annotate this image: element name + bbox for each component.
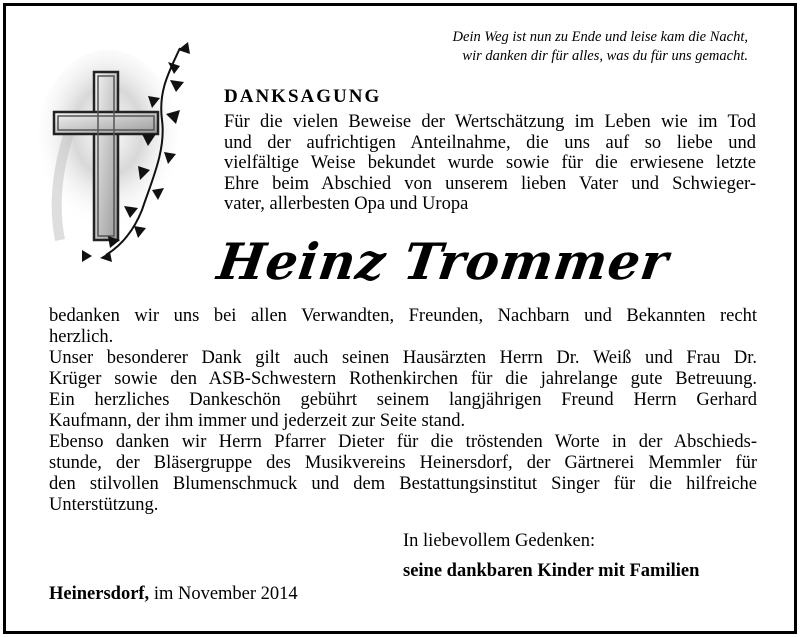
motto-line-2: wir danken dir für alles, was du für uns gemacht. — [462, 48, 748, 64]
closing-block — [403, 529, 699, 583]
intro-line: Ehre beim Abschied von unserem lieben Vater und Schwieger- — [224, 173, 756, 194]
motto-verse — [388, 28, 748, 66]
body-line: herzlich. — [49, 327, 114, 347]
intro-line: Für die vielen Beweise der Wertschätzung im Leben wie im Tod — [224, 112, 756, 132]
body-line: den stilvollen Blumenschmuck und dem Bestattungsinstitut Singer für die hilfreiche — [49, 474, 757, 494]
heading-danksagung: DANKSAGUNG — [224, 86, 382, 107]
intro-line: vater, allerbesten Opa und Uropa — [224, 194, 469, 214]
cross-ivy-icon — [30, 30, 210, 270]
place-date: im November 2014 — [153, 584, 298, 604]
obituary-card — [3, 3, 797, 634]
body-line: bedanken wir uns bei allen Verwandten, Freunden, Nachbarn und Bekannten recht — [49, 306, 757, 326]
place-town: Heinersdorf, — [49, 584, 150, 604]
body-line: Kaufmann, der ihm immer und jederzeit zur Seite stand. — [49, 411, 466, 431]
motto-line-1: Dein Weg ist nun zu Ende und leise kam die Nacht, — [452, 29, 748, 45]
body-line: stunde, der Bläsergruppe des Musikvereins Heinersdorf, der Gärtnerei Memmler für — [49, 453, 757, 473]
body-line: Ein herzliches Dankeschön gebührt seinem langjährigen Freund Herrn Gerhard — [49, 390, 757, 410]
body-line: Unser besonderer Dank gilt auch seinen Hausärzten Herrn Dr. Weiß und Frau Dr. — [49, 348, 757, 368]
closing-greeting: In liebevollem Gedenken: — [403, 531, 596, 551]
body-line: Ebenso danken wir Herrn Pfarrer Dieter für die tröstenden Worte in der Abschieds- — [49, 432, 757, 452]
intro-paragraph — [224, 112, 756, 215]
intro-line: vielfältige Weise bekundet wurde sowie für die erwiesene letzte — [224, 153, 756, 173]
intro-line: und der aufrichtigen Anteilnahme, die uns auf so liebe und — [224, 132, 756, 153]
deceased-name: Heinz Trommer — [213, 232, 673, 291]
body-line: Unterstützung. — [49, 495, 159, 515]
body-line: Krüger sowie den ASB-Schwestern Rothenkirchen für die jahrelange gute Betreuung. — [49, 369, 757, 389]
place-date-line — [49, 584, 298, 605]
thanks-paragraph — [49, 306, 757, 516]
closing-signature: seine dankbaren Kinder mit Familien — [403, 561, 700, 581]
